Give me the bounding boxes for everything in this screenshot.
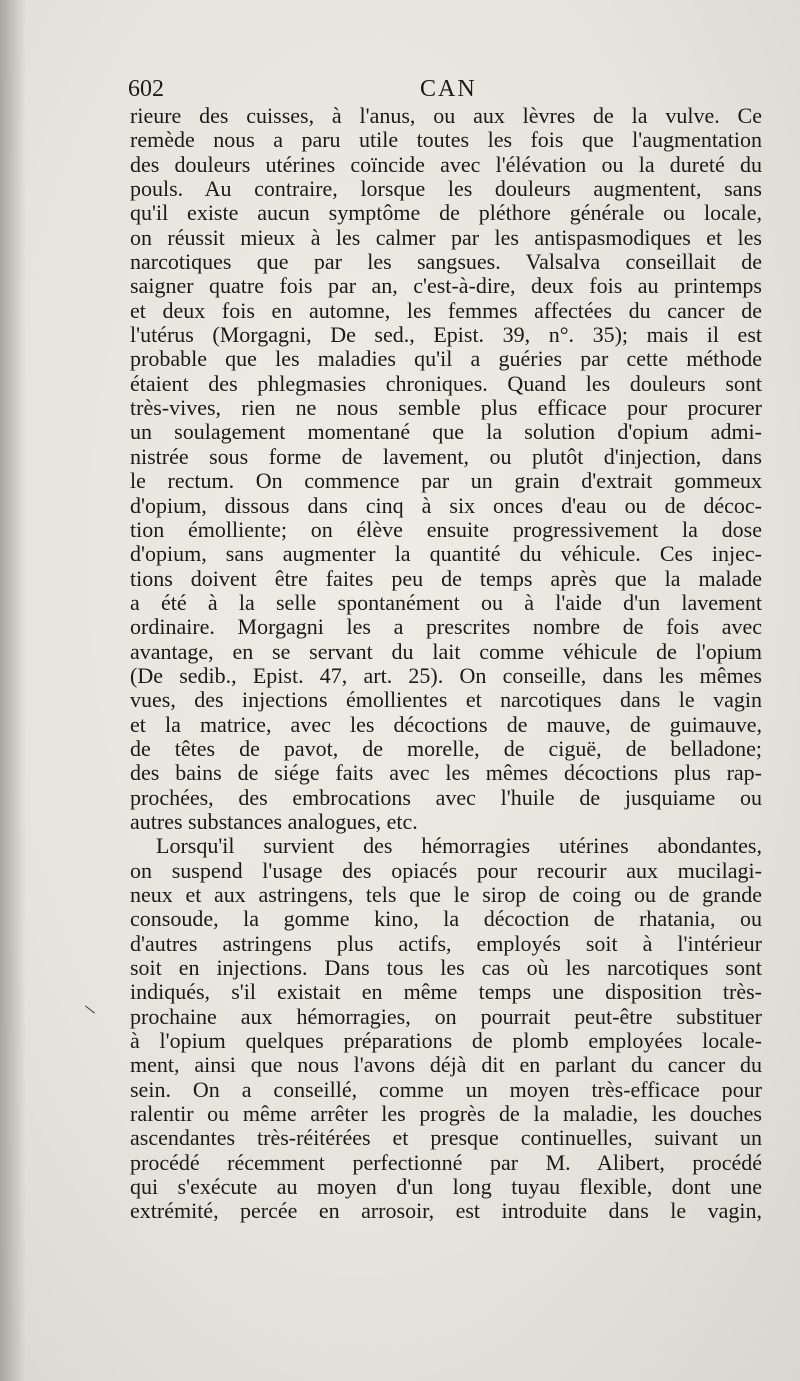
text-line: extrémité, percée en arrosoir, est introduite dans le vagin, xyxy=(130,1198,762,1224)
text-line: à l'opium quelques préparations de plomb employées locale- xyxy=(130,1028,762,1054)
text-line: on réussit mieux à les calmer par les antispasmodiques et les xyxy=(130,224,762,250)
text-line: probable que les maladies qu'il a guéries par cette méthode xyxy=(130,346,762,372)
text-line: ralentir ou même arrêter les progrès de la maladie, les douches xyxy=(130,1101,762,1127)
text-line: d'opium, sans augmenter la quantité du véhicule. Ces injec- xyxy=(130,541,762,567)
text-line: autres substances analogues, etc. xyxy=(130,808,418,834)
text-line: prochées, des embrocations avec l'huile de jusquiame ou xyxy=(130,784,762,810)
text-line: et la matrice, avec les décoctions de mauve, de guimauve, xyxy=(130,711,762,737)
running-title: CAN xyxy=(420,76,477,102)
text-line: qu'il existe aucun symptôme de pléthore générale ou locale, xyxy=(130,200,762,226)
text-line: narcotiques que par les sangsues. Valsalva conseillait de xyxy=(130,249,762,275)
text-line: pouls. Au contraire, lorsque les douleurs augmentent, sans xyxy=(130,176,762,202)
text-line: Lorsqu'il survient des hémorragies utérines abondantes, xyxy=(156,833,762,859)
text-line: vues, des injections émollientes et narcotiques dans le vagin xyxy=(130,687,762,713)
text-line: a été à la selle spontanément ou à l'aide d'un lavement xyxy=(130,589,762,615)
text-line: rieure des cuisses, à l'anus, ou aux lèvres de la vulve. Ce xyxy=(130,103,762,128)
text-line: un soulagement momentané que la solution d'opium admi- xyxy=(130,419,762,445)
text-line: des douleurs utérines coïncide avec l'élévation ou la dureté du xyxy=(130,151,762,177)
text-line: saigner quatre fois par an, c'est-à-dire, deux fois au printemps xyxy=(130,273,762,299)
text-line: ment, ainsi que nous l'avons déjà dit en parlant du cancer du xyxy=(130,1052,762,1078)
text-line: avantage, en se servant du lait comme véhicule de l'opium xyxy=(130,638,762,664)
text-line: remède nous a paru utile toutes les fois que l'augmentation xyxy=(130,127,762,153)
text-line: (De sedib., Epist. 47, art. 25). On conseille, dans les mêmes xyxy=(130,662,762,688)
text-line: l'utérus (Morgagni, De sed., Epist. 39, n°. 35); mais il est xyxy=(130,322,762,348)
text-line: tion émolliente; on élève ensuite progressivement la dose xyxy=(130,516,762,542)
body-text xyxy=(130,104,762,1224)
text-line: neux et aux astringens, tels que le sirop de coing ou de grande xyxy=(130,882,762,907)
text-line: qui s'exécute au moyen d'un long tuyau flexible, dont une xyxy=(130,1174,762,1200)
text-line: soit en injections. Dans tous les cas où les narcotiques sont xyxy=(130,955,762,981)
text-line: et deux fois en automne, les femmes affectées du cancer de xyxy=(130,297,762,323)
text-line: le rectum. On commence par un grain d'extrait gommeux xyxy=(130,468,762,494)
text-line: de têtes de pavot, de morelle, de ciguë, de belladone; xyxy=(130,735,762,761)
text-line: tions doivent être faites peu de temps après que la malade xyxy=(130,565,762,591)
text-line: nistrée sous forme de lavement, ou plutôt d'injection, dans xyxy=(130,443,762,469)
text-line: ascendantes très-réitérées et presque continuelles, suivant un xyxy=(130,1125,762,1151)
text-line: prochaine aux hémorragies, on pourrait peut-être substituer xyxy=(130,1003,762,1029)
text-line: étaient des phlegmasies chroniques. Quand les douleurs sont xyxy=(130,370,762,396)
page-number: 602 xyxy=(128,76,164,102)
text-line: très-vives, rien ne nous semble plus efficace pour procurer xyxy=(130,395,762,421)
text-line: ordinaire. Morgagni les a prescrites nombre de fois avec xyxy=(130,614,762,640)
text-line: des bains de siége faits avec les mêmes décoctions plus rap- xyxy=(130,760,762,786)
text-line: d'opium, dissous dans cinq à six onces d'eau ou de décoc- xyxy=(130,492,762,518)
text-line: indiqués, s'il existait en même temps une disposition très- xyxy=(130,979,762,1005)
text-line: d'autres astringens plus actifs, employés soit à l'intérieur xyxy=(130,930,762,956)
text-line: consoude, la gomme kino, la décoction de rhatania, ou xyxy=(130,906,762,932)
text-line: on suspend l'usage des opiacés pour recourir aux mucilagi- xyxy=(130,857,762,883)
text-line: sein. On a conseillé, comme un moyen très-efficace pour xyxy=(130,1076,762,1102)
running-head xyxy=(128,76,764,106)
text-line: procédé récemment perfectionné par M. Alibert, procédé xyxy=(130,1149,762,1175)
ink-mark xyxy=(85,1005,95,1013)
